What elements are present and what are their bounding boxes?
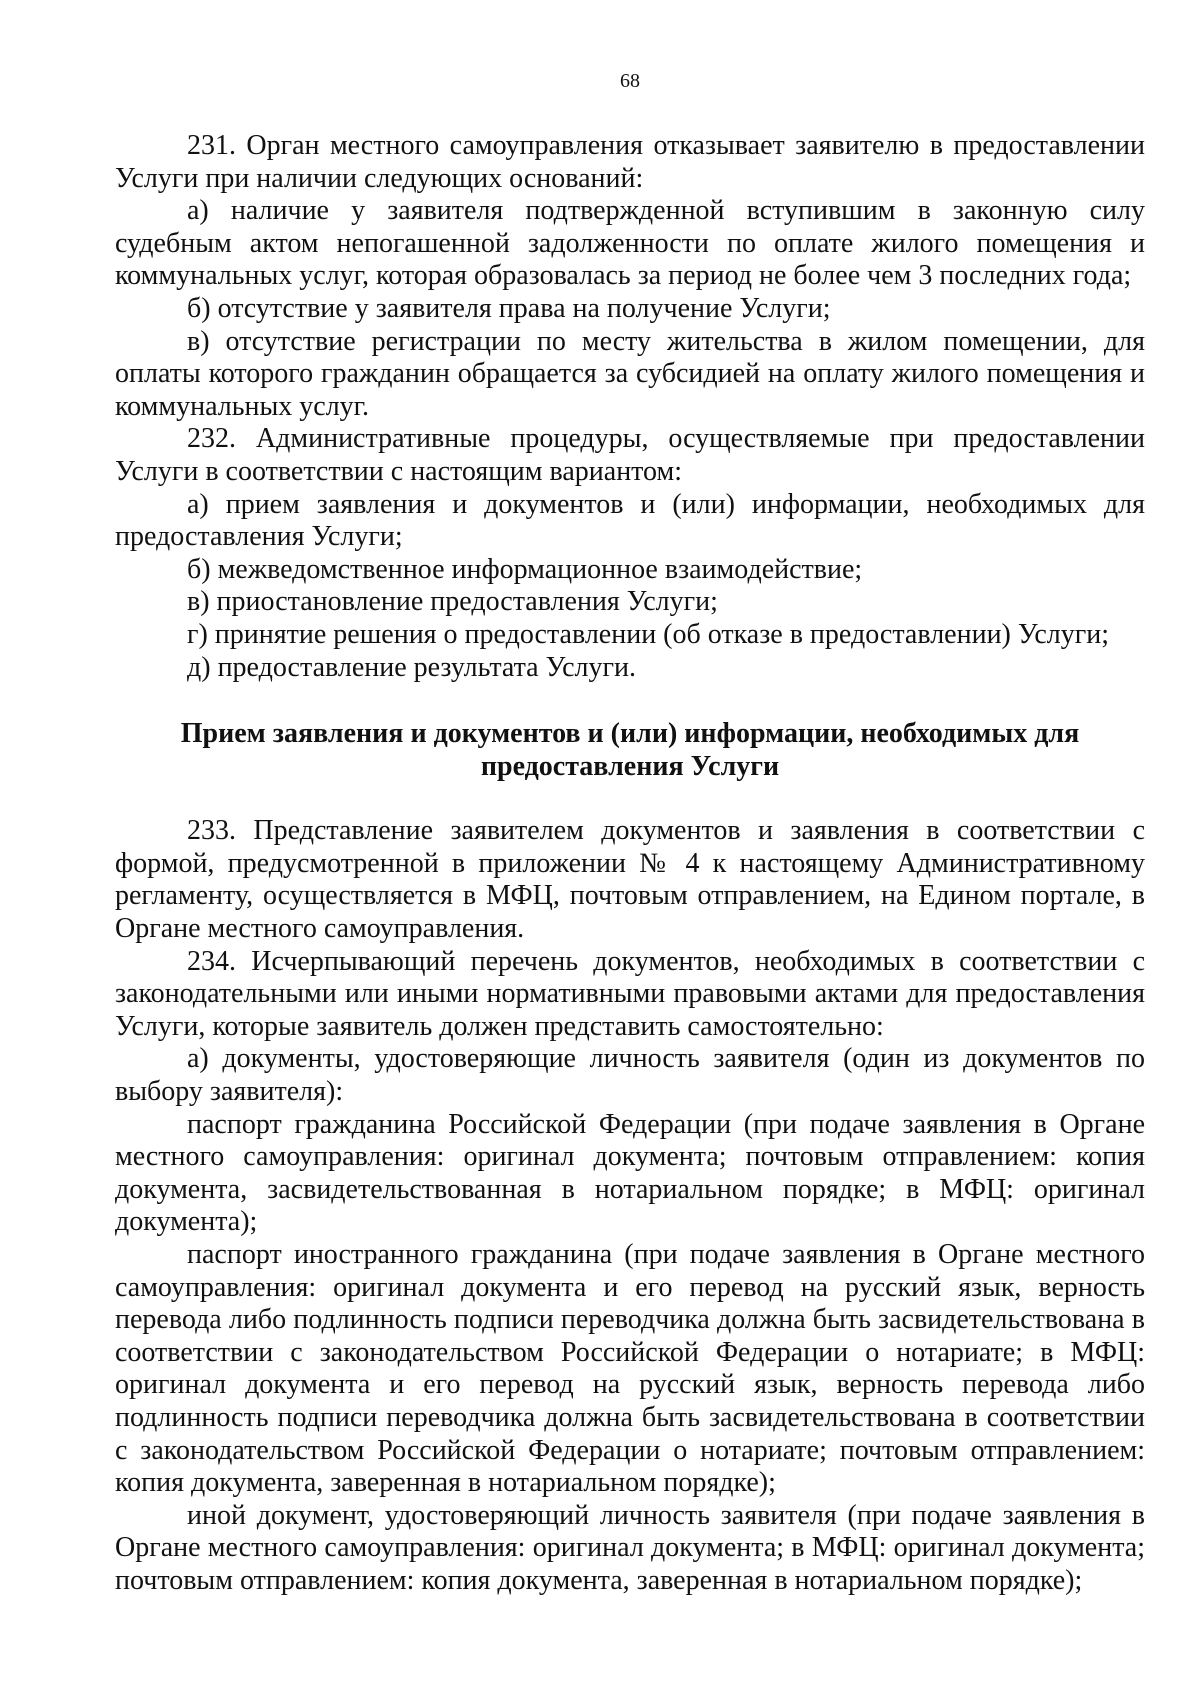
clause-234-a-passport-foreign: паспорт иностранного гражданина (при подаче заявления в Органе местного самоуправления: оригинал документа и его перевод на русский язык, верность перевода либо подлинность подписи переводчика должна быть засвидетельствована в соответствии с законодательством Российской Федерации о нотариате; в МФЦ: оригинал документа и его перевод на русский язык, верность перевода либо подлинность подписи переводчика должна быть засвидетельствована в соответствии с законодательством Российской Федерации о нотариате; почтовым отправлением: копия документа, заверенная в нотариальном порядке); [115,1239,1145,1499]
page-number: 68 [620,70,640,92]
clause-234: 234. Исчерпывающий перечень документов, необходимых в соответствии с законодательными или иными нормативными правовыми актами для предоставления Услуги, которые заявитель должен представить самостоятельно: [115,945,1145,1042]
clause-232-g: г) принятие решения о предоставлении (об отказе в предоставлении) Услуги; [187,618,1109,650]
clause-232-d: д) предоставление результата Услуги. [187,651,636,683]
clause-232: 232. Административные процедуры, осуществляемые при предоставлении Услуги в соответствии с настоящим вариантом: [115,423,1145,487]
clause-234-a: а) документы, удостоверяющие личность заявителя (один из документов по выбору заявителя): [115,1043,1145,1108]
clause-232-a: а) прием заявления и документов и (или) информации, необходимых для предоставления Услуги; [115,488,1145,553]
clause-233: 233. Представление заявителем документов и заявления в соответствии с формой, предусмотренной в приложении № 4 к настоящему Административному регламенту, осуществляется в МФЦ, почтовым отправлением, на Едином портале, в Органе местного самоуправления. [115,815,1145,945]
section-clauses-231-232 [115,130,1145,684]
clause-231-a: а) наличие у заявителя подтвержденной вступившим в законную силу судебным актом непогашенной задолженности по оплате жилого помещения и коммунальных услуг, которая образовалась за период не более чем 3 последних года; [115,195,1145,292]
section-clauses-233-234 [115,815,1145,1597]
document-page [115,68,1145,1598]
clause-231-b: б) отсутствие у заявителя права на получение Услуги; [187,292,831,324]
clause-234-a-passport-rf: паспорт гражданина Российской Федерации (при подаче заявления в Органе местного самоуправления: оригинал документа; почтовым отправлением: копия документа, засвидетельствованная в нотариальном порядке; в МФЦ: оригинал документа); [115,1108,1145,1238]
clause-232-b: б) межведомственное информационное взаимодействие; [187,553,863,585]
clause-232-v: в) приостановление предоставления Услуги; [187,586,718,618]
clause-231: 231. Орган местного самоуправления отказывает заявителю в предоставлении Услуги при наличии следующих оснований: [115,130,1145,194]
section-heading: Прием заявления и документов и (или) информации, необходимых для предоставления Услуги [180,718,1080,782]
clause-231-v: в) отсутствие регистрации по месту жительства в жилом помещении, для оплаты которого гражданин обращается за субсидией на оплату жилого помещения и коммунальных услуг. [115,325,1145,422]
clause-234-a-other-document: иной документ, удостоверяющий личность заявителя (при подаче заявления в Органе местного самоуправления: оригинал документа; в МФЦ: оригинал документа; почтовым отправлением: копия документа, заверенная в нотариальном порядке); [115,1499,1145,1596]
